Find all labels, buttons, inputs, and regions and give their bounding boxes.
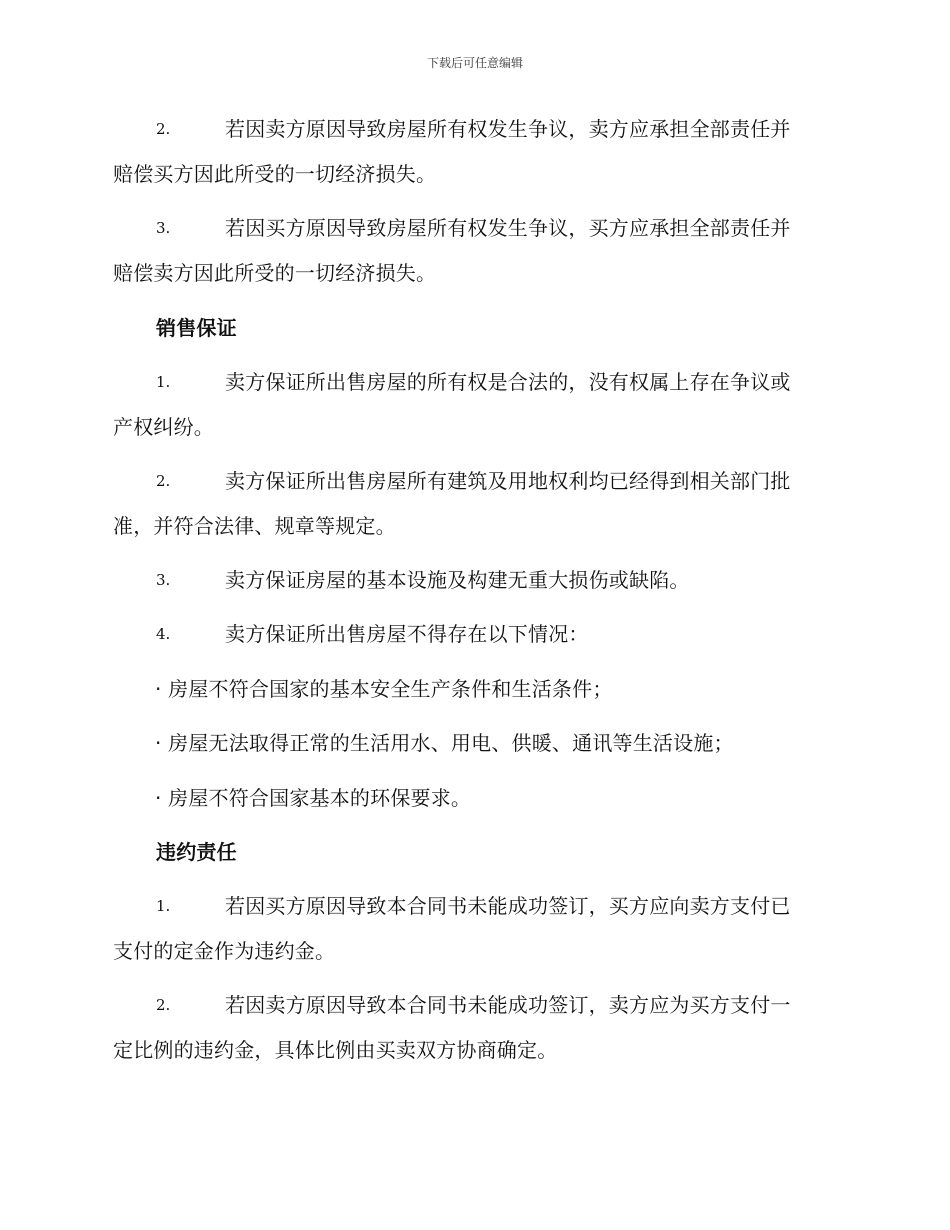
clause-text-continued: 产权纠纷。 xyxy=(113,415,214,439)
bullet-item: · 房屋不符合国家的基本安全生产条件和生活条件； xyxy=(155,677,613,701)
clause-text: 若因买方原因导致本合同书未能成功签订，买方应向卖方支付已 xyxy=(225,894,791,918)
clause-text-continued: 定比例的违约金，具体比例由买卖双方协商确定。 xyxy=(113,1038,558,1062)
header-note: 下载后可任意编辑 xyxy=(426,56,523,70)
clause-text-continued: 赔偿买方因此所受的一切经济损失。 xyxy=(113,162,437,186)
clause-text-continued: 赔偿卖方因此所受的一切经济损失。 xyxy=(113,261,437,285)
clause-number: 3. xyxy=(156,571,171,589)
clause-number: 1. xyxy=(156,373,171,391)
bullet-item: · 房屋不符合国家基本的环保要求。 xyxy=(155,786,472,810)
bullet-item: · 房屋无法取得正常的生活用水、用电、供暖、通讯等生活设施； xyxy=(155,731,734,755)
clause-number: 4. xyxy=(156,625,171,643)
clause-number: 2. xyxy=(156,472,171,490)
clause-text: 若因卖方原因导致本合同书未能成功签订，卖方应为买方支付一 xyxy=(225,993,791,1017)
section-heading-sales-guarantee: 销售保证 xyxy=(156,316,237,340)
section-heading-breach-liability: 违约责任 xyxy=(156,840,237,864)
clause-number: 2. xyxy=(156,996,171,1014)
clause-text: 卖方保证所出售房屋的所有权是合法的，没有权属上存在争议或 xyxy=(225,370,791,394)
clause-number: 2. xyxy=(156,120,171,138)
clause-text-continued: 支付的定金作为违约金。 xyxy=(113,939,336,963)
clause-text: 卖方保证所出售房屋所有建筑及用地权利均已经得到相关部门批 xyxy=(225,469,791,493)
clause-text: 卖方保证所出售房屋不得存在以下情况： xyxy=(225,622,589,646)
clause-text: 卖方保证房屋的基本设施及构建无重大损伤或缺陷。 xyxy=(225,568,690,592)
clause-number: 1. xyxy=(156,897,171,915)
clause-number: 3. xyxy=(156,219,171,237)
clause-text-continued: 准，并符合法律、规章等规定。 xyxy=(113,514,396,538)
clause-text: 若因买方原因导致房屋所有权发生争议，买方应承担全部责任并 xyxy=(225,216,791,240)
clause-text: 若因卖方原因导致房屋所有权发生争议，卖方应承担全部责任并 xyxy=(225,117,791,141)
